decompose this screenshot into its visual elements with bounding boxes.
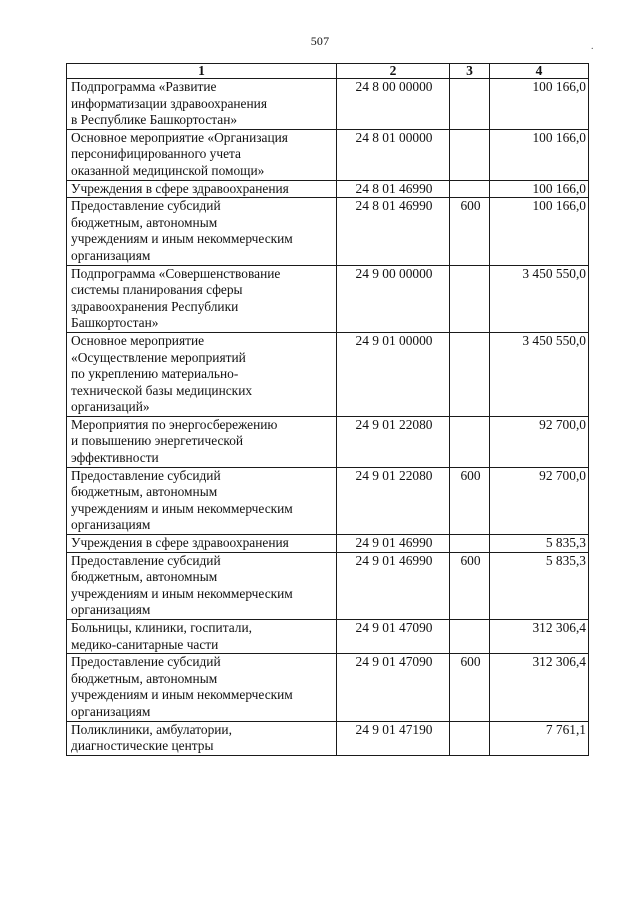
row-sum-cell: 92 700,0 [490,416,589,467]
row-code-cell: 24 9 01 46990 [337,535,450,553]
row-code-cell: 24 9 01 47190 [337,721,450,755]
corner-mark: . [591,41,594,52]
table-row [67,416,589,467]
row-code-cell: 24 9 00 00000 [337,265,450,332]
table-header-row [67,64,589,79]
row-type-cell [450,535,490,553]
row-sum-cell: 5 835,3 [490,535,589,553]
row-name-cell: Подпрограмма «Развитие информатизации здравоохранения в Республике Башкортостан» [67,79,337,130]
table-row [67,198,589,265]
row-sum-cell: 100 166,0 [490,198,589,265]
row-sum-cell: 100 166,0 [490,129,589,180]
row-type-cell [450,620,490,654]
row-sum-cell: 5 835,3 [490,552,589,619]
row-code-cell: 24 9 01 47090 [337,654,450,721]
row-name-cell: Поликлиники, амбулатории, диагностические центры [67,721,337,755]
row-type-cell [450,129,490,180]
row-type-cell [450,721,490,755]
row-name-cell: Основное мероприятие «Осуществление мероприятий по укреплению материально- технической базы медицинских организаций» [67,332,337,416]
row-sum-cell: 312 306,4 [490,654,589,721]
row-sum-cell: 312 306,4 [490,620,589,654]
row-name-cell: Мероприятия по энергосбережению и повышению энергетической эффективности [67,416,337,467]
row-code-cell: 24 9 01 47090 [337,620,450,654]
table-row [67,535,589,553]
table-row [67,129,589,180]
row-name-cell: Предоставление субсидий бюджетным, автономным учреждениям и иным некоммерческим организациям [67,198,337,265]
row-type-cell [450,332,490,416]
row-code-cell: 24 9 01 46990 [337,552,450,619]
row-type-cell [450,416,490,467]
table-row [67,552,589,619]
row-name-cell: Предоставление субсидий бюджетным, автономным учреждениям и иным некоммерческим организациям [67,654,337,721]
row-sum-cell: 100 166,0 [490,79,589,130]
budget-table [66,63,589,756]
table-row [67,180,589,198]
column-header-sum: 4 [490,64,589,79]
table-row [67,467,589,534]
row-name-cell: Предоставление субсидий бюджетным, автономным учреждениям и иным некоммерческим организациям [67,467,337,534]
row-code-cell: 24 9 01 22080 [337,467,450,534]
row-code-cell: 24 8 01 46990 [337,180,450,198]
row-name-cell: Больницы, клиники, госпитали, медико-санитарные части [67,620,337,654]
row-sum-cell: 100 166,0 [490,180,589,198]
column-header-code: 2 [337,64,450,79]
row-type-cell: 600 [450,198,490,265]
row-sum-cell: 3 450 550,0 [490,332,589,416]
row-code-cell: 24 9 01 00000 [337,332,450,416]
table-row [67,620,589,654]
column-header-type: 3 [450,64,490,79]
row-type-cell: 600 [450,552,490,619]
row-type-cell [450,265,490,332]
table-row [67,332,589,416]
row-code-cell: 24 8 01 46990 [337,198,450,265]
table-row [67,654,589,721]
row-sum-cell: 3 450 550,0 [490,265,589,332]
row-type-cell [450,180,490,198]
row-name-cell: Учреждения в сфере здравоохранения [67,535,337,553]
row-code-cell: 24 8 01 00000 [337,129,450,180]
row-type-cell: 600 [450,654,490,721]
row-name-cell: Учреждения в сфере здравоохранения [67,180,337,198]
column-header-name: 1 [67,64,337,79]
row-name-cell: Предоставление субсидий бюджетным, автономным учреждениям и иным некоммерческим организациям [67,552,337,619]
page-number: 507 [310,34,330,48]
table-row [67,79,589,130]
row-type-cell [450,79,490,130]
table-row [67,265,589,332]
table-row [67,721,589,755]
row-code-cell: 24 9 01 22080 [337,416,450,467]
row-name-cell: Основное мероприятие «Организация персонифицированного учета оказанной медицинской помощи» [67,129,337,180]
row-sum-cell: 7 761,1 [490,721,589,755]
row-name-cell: Подпрограмма «Совершенствование системы планирования сферы здравоохранения Республики Башкортостан» [67,265,337,332]
row-code-cell: 24 8 00 00000 [337,79,450,130]
row-sum-cell: 92 700,0 [490,467,589,534]
row-type-cell: 600 [450,467,490,534]
